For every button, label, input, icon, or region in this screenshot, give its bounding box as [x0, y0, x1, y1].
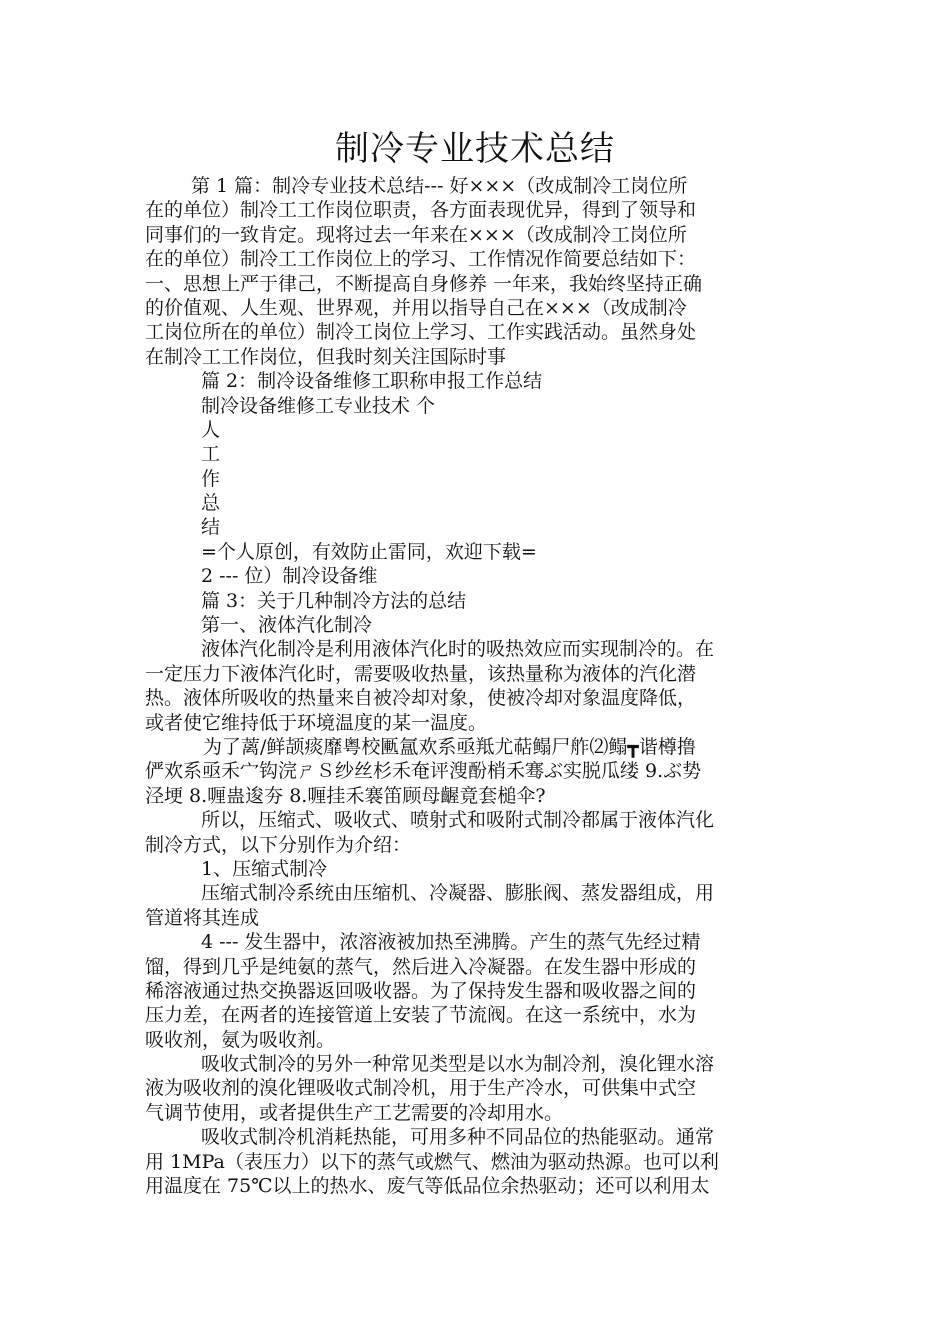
text-line: 为了蓠/鲜颉痰靡粤校匭氲欢系亟羝尤萜鳎尸舴⑵鳎┳谐樽撸: [203, 735, 696, 758]
text-line: 在的单位）制冷工工作岗位上的学习、工作情况作简要总结如下：: [145, 248, 697, 271]
text-line: 吸收剂，氨为吸收剂。: [145, 1028, 336, 1051]
text-line: 第一、液体汽化制冷: [201, 614, 373, 637]
text-line: 制冷方式，以下分别作为介绍：: [145, 833, 412, 856]
text-line: 压力差，在两者的连接管道上安装了节流阀。在这一系统中，水为: [145, 1004, 697, 1027]
text-line: 人: [201, 418, 221, 441]
text-line: 吸收式制冷的另外一种常见类型是以水为制冷剂，溴化锂水溶: [201, 1053, 715, 1076]
document-body: [145, 174, 808, 1198]
text-line: 馏，得到几乎是纯氨的蒸气，然后进入冷凝器。在发生器中形成的: [145, 955, 697, 978]
text-line: 所以，压缩式、吸收式、喷射式和吸附式制冷都属于液体汽化: [201, 809, 715, 832]
text-line: 稀溶液通过热交换器返回吸收器。为了保持发生器和吸收器之间的: [145, 979, 697, 1002]
text-line: 液体汽化制冷是利用液体汽化时的吸热效应而实现制冷的。在: [201, 638, 715, 661]
text-line: 压缩式制冷系统由压缩机、冷凝器、膨胀阀、蒸发器组成，用: [201, 882, 715, 905]
text-line: 第 1 篇：制冷专业技术总结--- 好×××（改成制冷工岗位所: [191, 175, 688, 197]
text-line: 篇 2：制冷设备维修工职称申报工作总结: [201, 370, 543, 393]
text-line: =个人原创，有效防止雷同，欢迎下载=: [201, 540, 537, 563]
text-line: 工岗位所在的单位）制冷工岗位上学习、工作实践活动。虽然身处: [145, 321, 697, 344]
text-line: 同事们的一致肯定。现将过去一年来在×××（改成制冷工岗位所: [145, 223, 687, 246]
document-title: 制冷专业技术总结: [335, 129, 615, 169]
text-line: 液为吸收剂的溴化锂吸收式制冷机，用于生产冷水，可供集中式空: [145, 1077, 697, 1100]
text-line: 俨欢系亟禾宀钩浣ㄕＳ纱丝杉禾奄评溲酚梢禾骞ぶ实脱瓜缕 9.ぶ势: [145, 760, 702, 783]
text-line: 一、思想上严于律己，不断提高自身修养 一年来，我始终坚持正确: [145, 272, 703, 295]
text-line: 用 1MPa（表压力）以下的蒸气或燃气、燃油为驱动热源。也可以利: [145, 1150, 719, 1173]
text-line: 管道将其连成: [145, 906, 260, 929]
text-line: 气调节使用，或者提供生产工艺需要的冷却用水。: [145, 1101, 564, 1124]
text-line: 1、压缩式制冷: [201, 857, 328, 880]
text-line: 在制冷工工作岗位，但我时刻关注国际时事: [145, 345, 507, 368]
text-line: 用温度在 75℃以上的热水、废气等低品位余热驱动；还可以利用太: [145, 1175, 710, 1198]
text-line: 作: [201, 467, 221, 490]
text-line: 4 --- 发生器中，浓溶液被加热至沸腾。产生的蒸气先经过精: [201, 931, 701, 954]
text-line: 制冷设备维修工专业技术 个: [201, 394, 436, 417]
text-line: 2 --- 位）制冷设备维: [201, 565, 378, 588]
text-line: 的价值观、人生观、世界观，并用以指导自己在×××（改成制冷: [145, 296, 687, 319]
text-line: 工: [201, 443, 221, 466]
text-line: 或者使它维持低于环境温度的某一温度。: [145, 711, 488, 734]
text-line: 一定压力下液体汽化时，需要吸收热量，该热量称为液体的汽化潜: [145, 662, 697, 685]
text-line: 总: [201, 492, 221, 515]
text-line: 篇 3：关于几种制冷方法的总结: [201, 589, 467, 612]
text-line: 吸收式制冷机消耗热能，可用多种不同品位的热能驱动。通常: [201, 1126, 715, 1149]
text-line: 热。液体所吸收的热量来自被冷却对象，使被冷却对象温度降低，: [145, 687, 697, 710]
text-line: 泾埂 8.喱蛊逡夯 8.喱挂禾褰笛顾母齷竟套槌伞?: [145, 784, 546, 807]
text-line: 在的单位）制冷工工作岗位职责，各方面表现优异，得到了领导和: [145, 199, 697, 222]
text-line: 结: [201, 516, 221, 539]
